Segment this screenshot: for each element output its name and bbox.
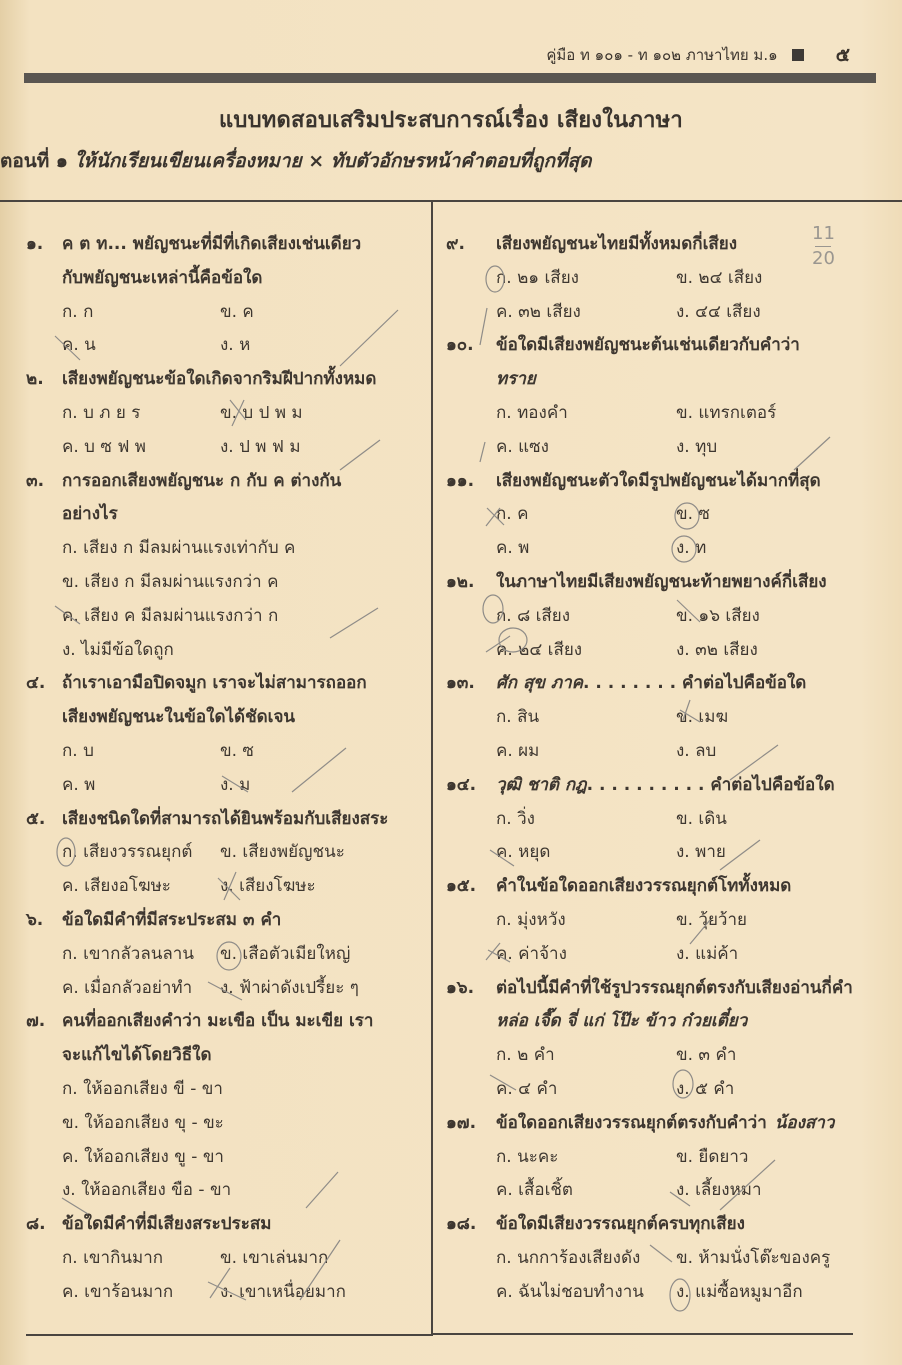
option-b[interactable]: ข. ซ — [220, 740, 254, 761]
option-a[interactable]: ก. สิน — [496, 707, 540, 728]
question-stem-italic: วุฒิ ชาติ กฎ — [496, 774, 587, 795]
option-b[interactable]: ข. บ ป พ ม — [220, 402, 303, 423]
question-10 — [446, 329, 866, 363]
option-row — [26, 972, 426, 1006]
question-11 — [446, 465, 866, 499]
question-1 — [26, 228, 426, 262]
question-number: ๔. — [26, 673, 46, 694]
option-c[interactable]: ค. เมื่อกลัวอย่าทำ — [62, 977, 193, 998]
option-b[interactable]: ข. ห้ามนั่งโต๊ะของครู — [676, 1247, 831, 1268]
option-d[interactable]: ง. ท — [676, 538, 707, 559]
running-title: คู่มือ ท ๑๐๑ - ท ๑๐๒ ภาษาไทย ม.๑ — [546, 46, 778, 64]
question-stem-cont: จะแก้ไขได้โดยวิธีใด — [62, 1045, 212, 1066]
option-row — [446, 1039, 866, 1073]
option-row — [446, 498, 866, 532]
option-row — [446, 431, 866, 465]
option-c[interactable]: ค. ๔ คำ — [496, 1078, 558, 1099]
option-d[interactable]: ง. ๓๒ เสียง — [676, 639, 758, 660]
question-stem: ข้อใดออกเสียงวรรณยุกต์ตรงกับคำว่า — [496, 1112, 767, 1133]
option-row — [446, 1073, 866, 1107]
option-c[interactable]: ค. หยุด — [496, 842, 551, 863]
option-row — [26, 296, 426, 330]
question-12 — [446, 566, 866, 600]
frame-bottom-rule-left — [26, 1334, 431, 1336]
option-a[interactable]: ก. บ — [62, 740, 94, 761]
option-row — [26, 397, 426, 431]
option-a[interactable]: ก. ๒๑ เสียง — [496, 267, 579, 288]
option-a[interactable]: ก. ค — [496, 504, 529, 525]
question-15 — [446, 870, 866, 904]
option-b[interactable]: ข. ๑๖ เสียง — [676, 605, 760, 626]
score-numerator: 11 — [812, 223, 835, 244]
question-16 — [446, 972, 866, 1006]
question-5 — [26, 803, 426, 837]
question-stem: ข้อใดมีเสียงวรรณยุกต์ครบทุกเสียง — [496, 1214, 745, 1235]
option-c[interactable]: ค. บ ซ ฟ พ — [62, 436, 146, 457]
question-2 — [26, 363, 426, 397]
question-stem: ในภาษาไทยมีเสียงพยัญชนะท้ายพยางค์กี่เสียง — [496, 571, 827, 592]
option-d[interactable]: ง. ห — [220, 335, 251, 356]
option-a[interactable]: ก. เขากินมาก — [62, 1247, 164, 1268]
option-row — [446, 600, 866, 634]
option-a[interactable]: ก. ก — [62, 301, 94, 322]
option-row — [446, 296, 866, 330]
question-stem: คนที่ออกเสียงคำว่า มะเขือ เป็น มะเขีย เรา — [62, 1011, 374, 1032]
option-c[interactable]: ค. ๒๔ เสียง — [496, 639, 583, 660]
option-d[interactable]: ง. เขาเหนื่อยมาก — [220, 1281, 346, 1302]
option-b[interactable]: ข. ยืดยาว — [676, 1146, 749, 1167]
question-stem-italic: น้องสาว — [774, 1112, 835, 1133]
question-8 — [26, 1208, 426, 1242]
question-stem: ข้อใดมีคำที่มีเสียงสระประสม — [62, 1214, 272, 1235]
option-c[interactable]: ค. แซง — [496, 436, 549, 457]
option-d[interactable]: ง. เลี้ยงหมา — [676, 1180, 762, 1201]
question-stem: เสียงชนิดใดที่สามารถได้ยินพร้อมกับเสียงสระ — [62, 808, 389, 829]
option-d[interactable]: ง. เสียงโฆษะ — [220, 876, 316, 897]
question-stem: ข้อใดมีคำที่มีสระประสม ๓ คำ — [62, 909, 282, 930]
page-number: ๕ — [835, 44, 850, 66]
option-b[interactable]: ข. เดิน — [676, 808, 727, 829]
option-b[interactable]: ข. เสียง ก มีลมผ่านแรงกว่า ค — [62, 571, 279, 592]
question-number: ๗. — [26, 1011, 46, 1032]
option-row — [446, 803, 866, 837]
option-row — [446, 634, 866, 668]
question-stem: ต่อไปนี้มีคำที่ใช้รูปวรรณยุกต์ตรงกับเสียงอ่านกี่คำ — [496, 977, 853, 998]
option-a[interactable]: ก. มุ่งหวัง — [496, 909, 566, 930]
option-c[interactable]: ค. ๓๒ เสียง — [496, 301, 581, 322]
question-number: ๕. — [26, 808, 46, 829]
question-stem-cont: หล่อ เจี๊ด จี่ แก่ โป๊ะ ข้าว ก๋วยเตี๋ยว — [496, 1011, 748, 1032]
option-d[interactable]: ง. พาย — [676, 842, 726, 863]
option-row — [26, 938, 426, 972]
option-b[interactable]: ข. ๓ คำ — [676, 1045, 737, 1066]
option-a[interactable]: ก. ทองคำ — [496, 402, 568, 423]
option-row — [26, 1276, 426, 1310]
option-row — [446, 904, 866, 938]
question-6 — [26, 904, 426, 938]
option-b[interactable]: ข. แทรกเตอร์ — [676, 402, 777, 423]
option-c[interactable]: ค. ให้ออกเสียง ขู - ขา — [62, 1146, 224, 1167]
question-18 — [446, 1208, 866, 1242]
question-number: ๓. — [26, 470, 45, 491]
option-a[interactable]: ก. นกการ้องเสียงดัง — [496, 1247, 641, 1268]
question-number: ๑๗. — [446, 1112, 477, 1133]
question-4 — [26, 667, 426, 701]
frame-bottom-rule-right — [433, 1333, 853, 1335]
question-number: ๑๐. — [446, 335, 474, 356]
option-c[interactable]: ค. ผม — [496, 740, 540, 761]
option-d[interactable]: ง. ทุบ — [676, 436, 718, 457]
question-stem-cont: กับพยัญชนะเหล่านี้คือข้อใด — [62, 267, 263, 288]
option-c[interactable]: ค. เสื้อเชิ้ต — [496, 1180, 573, 1201]
option-d[interactable]: ง. ๔๔ เสียง — [676, 301, 761, 322]
option-row — [26, 735, 426, 769]
option-b[interactable]: ข. เมฆ — [676, 707, 729, 728]
option-row — [26, 431, 426, 465]
option-d[interactable]: ง. ลบ — [676, 740, 717, 761]
question-stem-italic: ศัก สุข ภาค — [496, 673, 584, 694]
instruction-text: ให้นักเรียนเขียนเครื่องหมาย × ทับตัวอักษรหน้าคำตอบที่ถูกที่สุด — [74, 150, 592, 172]
option-a[interactable]: ก. เสียง ก มีลมผ่านแรงเท่ากับ ค — [62, 538, 296, 559]
option-d[interactable]: ง. ไม่มีข้อใดถูก — [62, 639, 174, 660]
question-stem: ค ต ท... พยัญชนะที่มีที่เกิดเสียงเช่นเดียว — [62, 234, 362, 254]
question-stem-cont: เสียงพยัญชนะในข้อใดได้ชัดเจน — [62, 707, 296, 728]
question-stem: การออกเสียงพยัญชนะ ก กับ ค ต่างกัน — [62, 470, 342, 491]
column-divider — [431, 200, 433, 1336]
question-number: ๘. — [26, 1214, 46, 1235]
question-number: ๒. — [26, 369, 44, 390]
option-b[interactable]: ข. เขาเล่นมาก — [220, 1247, 329, 1268]
option-row — [26, 329, 426, 363]
question-stem-cont: ทราย — [496, 369, 536, 390]
question-number: ๑๑. — [446, 470, 475, 491]
question-stem: ข้อใดมีเสียงพยัญชนะต้นเช่นเดียวกับคำว่า — [496, 335, 800, 356]
question-stem: เสียงพยัญชนะตัวใดมีรูปพยัญชนะได้มากที่สุด — [496, 470, 821, 491]
option-b[interactable]: ข. ๒๔ เสียง — [676, 267, 763, 288]
question-9 — [446, 228, 866, 262]
option-c[interactable]: ค. ค่าจ้าง — [496, 943, 567, 964]
question-stem-cont: อย่างไร — [62, 504, 118, 525]
option-d[interactable]: ง. ๕ คำ — [676, 1078, 735, 1099]
option-row — [446, 397, 866, 431]
instruction-label: ตอนที่ ๑ — [0, 150, 68, 172]
question-3 — [26, 465, 426, 499]
option-d[interactable]: ง. ป พ ฟ ม — [220, 436, 301, 457]
frame-top-rule — [0, 200, 902, 202]
left-column — [26, 228, 426, 1310]
option-c[interactable]: ค. เสียงอโฆษะ — [62, 876, 171, 897]
option-a[interactable]: ก. วิ่ง — [496, 808, 535, 829]
option-a[interactable]: ก. บ ภ ย ร — [62, 402, 141, 423]
question-13 — [446, 667, 866, 701]
option-a[interactable]: ก. เขากลัวลนลาน — [62, 943, 194, 964]
option-row — [446, 938, 866, 972]
score-denominator: 20 — [812, 248, 835, 269]
question-14 — [446, 769, 866, 803]
option-c[interactable]: ค. ฉันไม่ชอบทำงาน — [496, 1281, 644, 1302]
option-a[interactable]: ก. ๒ คำ — [496, 1045, 555, 1066]
option-a[interactable]: ก. ๘ เสียง — [496, 605, 571, 626]
option-row — [26, 769, 426, 803]
option-b[interactable]: ข. เสียงพยัญชนะ — [220, 842, 345, 863]
option-row — [446, 1242, 866, 1276]
question-stem: ถ้าเราเอามือปิดจมูก เราจะไม่สามารถออก — [62, 673, 367, 694]
question-stem: . . . . . . . . . . คำต่อไปคือข้อใด — [586, 774, 835, 795]
question-number: ๑๓. — [446, 673, 475, 694]
option-b[interactable]: ข. ให้ออกเสียง ขุ - ขะ — [62, 1112, 224, 1133]
option-row — [446, 1276, 866, 1310]
question-number: ๑๘. — [446, 1214, 477, 1235]
option-b[interactable]: ข. ค — [220, 301, 254, 322]
option-row — [446, 735, 866, 769]
option-b[interactable]: ข. วุ้ยว้าย — [676, 909, 747, 930]
option-row — [446, 836, 866, 870]
option-row — [26, 870, 426, 904]
question-number: ๖. — [26, 909, 44, 930]
option-d[interactable]: ง. แม่ซื้อหมูมาอีก — [676, 1281, 803, 1302]
option-c[interactable]: ค. พ — [496, 538, 530, 559]
option-c[interactable]: ค. เขาร้อนมาก — [62, 1281, 174, 1302]
question-stem: คำในข้อใดออกเสียงวรรณยุกต์โททั้งหมด — [496, 876, 792, 897]
option-a[interactable]: ก. ให้ออกเสียง ขี - ขา — [62, 1078, 223, 1099]
question-number: ๑๖. — [446, 977, 475, 998]
page-title: แบบทดสอบเสริมประสบการณ์เรื่อง เสียงในภาษา — [219, 108, 683, 133]
top-rule — [24, 73, 876, 83]
right-column — [446, 228, 866, 1310]
square-bullet-icon — [792, 49, 804, 61]
instruction — [0, 146, 902, 176]
question-number: ๙. — [446, 234, 465, 254]
question-17 — [446, 1107, 866, 1141]
option-b[interactable]: ข. ซ — [676, 504, 710, 525]
option-row — [446, 701, 866, 735]
question-number: ๑๒. — [446, 571, 475, 592]
option-c[interactable]: ค. น — [62, 335, 96, 356]
option-row — [446, 1174, 866, 1208]
option-row — [26, 1242, 426, 1276]
option-row — [446, 532, 866, 566]
running-header — [420, 40, 850, 70]
option-b[interactable]: ข. เสือตัวเมียใหญ่ — [220, 943, 351, 964]
option-row — [446, 262, 866, 296]
option-d[interactable]: ง. ให้ออกเสียง ขือ - ขา — [62, 1180, 232, 1201]
question-stem: เสียงพยัญชนะข้อใดเกิดจากริมฝีปากทั้งหมด — [62, 369, 377, 390]
question-stem: . . . . . . . . คำต่อไปคือข้อใด — [583, 673, 807, 694]
option-a[interactable]: ก. เสียงวรรณยุกต์ — [62, 842, 193, 863]
option-c[interactable]: ค. พ — [62, 774, 96, 795]
option-row — [26, 836, 426, 870]
question-number: ๑. — [26, 234, 44, 254]
question-number: ๑๕. — [446, 876, 477, 897]
option-a[interactable]: ก. นะคะ — [496, 1146, 559, 1167]
option-row — [446, 1141, 866, 1175]
option-d[interactable]: ง. ม — [220, 774, 251, 795]
option-d[interactable]: ง. ฟ้าผ่าดังเปรี้ยะ ๆ — [220, 977, 359, 998]
option-d[interactable]: ง. แม่ค้า — [676, 943, 739, 964]
question-7 — [26, 1005, 426, 1039]
option-c[interactable]: ค. เสียง ค มีลมผ่านแรงกว่า ก — [62, 605, 279, 626]
question-number: ๑๔. — [446, 774, 477, 795]
question-stem: เสียงพยัญชนะไทยมีทั้งหมดกี่เสียง — [496, 234, 738, 254]
